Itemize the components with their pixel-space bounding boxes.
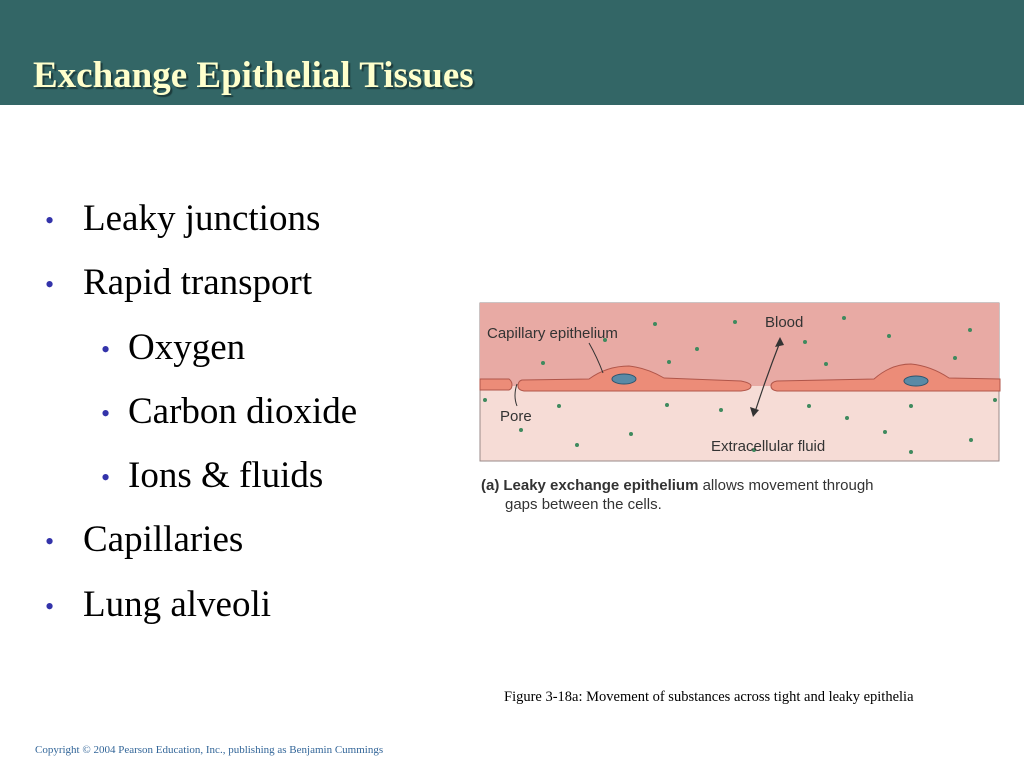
molecule-dot bbox=[665, 403, 669, 407]
molecule-dot bbox=[968, 328, 972, 332]
diagram-caption-line1 bbox=[481, 477, 874, 494]
pore-label: Pore bbox=[500, 408, 532, 425]
molecule-dot bbox=[807, 404, 811, 408]
molecule-dot bbox=[695, 347, 699, 351]
endothelial-cell bbox=[480, 379, 512, 390]
bullet-item bbox=[45, 583, 272, 627]
molecule-dot bbox=[629, 432, 633, 436]
bullet-marker: • bbox=[45, 527, 55, 556]
figure-caption: Figure 3-18a: Movement of substances across tight and leaky epithelia bbox=[504, 689, 914, 705]
bullet-text: Oxygen bbox=[128, 327, 246, 368]
bullet-list bbox=[0, 0, 470, 640]
molecule-dot bbox=[887, 334, 891, 338]
leaky-epithelium-diagram bbox=[479, 302, 1001, 518]
diagram-caption-line2: gaps between the cells. bbox=[505, 496, 662, 513]
bullet-text: Leaky junctions bbox=[83, 198, 321, 239]
bullet-marker: • bbox=[101, 335, 111, 364]
bullet-item bbox=[45, 261, 313, 305]
molecule-dot bbox=[733, 320, 737, 324]
molecule-dot bbox=[824, 362, 828, 366]
caption-prefix: (a) bbox=[481, 477, 500, 494]
molecule-dot bbox=[541, 361, 545, 365]
sub-bullet-item bbox=[101, 454, 324, 498]
molecule-dot bbox=[953, 356, 957, 360]
molecule-dot bbox=[653, 322, 657, 326]
bullet-item bbox=[45, 197, 321, 241]
bullet-item bbox=[45, 518, 244, 562]
extracellular-fluid-label: Extracellular fluid bbox=[711, 438, 826, 455]
molecule-dot bbox=[909, 450, 913, 454]
bullet-marker: • bbox=[101, 463, 111, 492]
bullet-marker: • bbox=[101, 399, 111, 428]
sub-bullet-item bbox=[101, 326, 246, 370]
molecule-dot bbox=[845, 416, 849, 420]
molecule-dot bbox=[667, 360, 671, 364]
bullet-marker: • bbox=[45, 270, 55, 299]
molecule-dot bbox=[969, 438, 973, 442]
molecule-dot bbox=[883, 430, 887, 434]
copyright-notice: Copyright © 2004 Pearson Education, Inc., publishing as Benjamin Cummings bbox=[35, 744, 384, 756]
bullet-text: Rapid transport bbox=[83, 262, 313, 303]
molecule-dot bbox=[842, 316, 846, 320]
bullet-text: Capillaries bbox=[83, 519, 244, 560]
bullet-text: Lung alveoli bbox=[83, 584, 272, 625]
sub-bullet-item bbox=[101, 390, 358, 434]
blood-label: Blood bbox=[765, 314, 804, 331]
cell-nucleus bbox=[612, 374, 636, 384]
caption-bold-term: Leaky exchange epithelium bbox=[503, 477, 699, 494]
molecule-dot bbox=[719, 408, 723, 412]
molecule-dot bbox=[519, 428, 523, 432]
molecule-dot bbox=[575, 443, 579, 447]
capillary-epithelium-label: Capillary epithelium bbox=[487, 325, 618, 342]
bullet-marker: • bbox=[45, 206, 55, 235]
bullet-text: Carbon dioxide bbox=[128, 391, 358, 432]
molecule-dot bbox=[993, 398, 997, 402]
caption-rest: allows movement through bbox=[698, 477, 874, 494]
bullet-text: Ions & fluids bbox=[128, 455, 324, 496]
molecule-dot bbox=[803, 340, 807, 344]
slide-title: Exchange Epithelial Tissues bbox=[33, 55, 474, 96]
molecule-dot bbox=[483, 398, 487, 402]
molecule-dot bbox=[557, 404, 561, 408]
molecule-dot bbox=[909, 404, 913, 408]
leaky-epithelium-figure bbox=[479, 302, 1001, 518]
bullet-marker: • bbox=[45, 592, 55, 621]
cell-nucleus bbox=[904, 376, 928, 386]
